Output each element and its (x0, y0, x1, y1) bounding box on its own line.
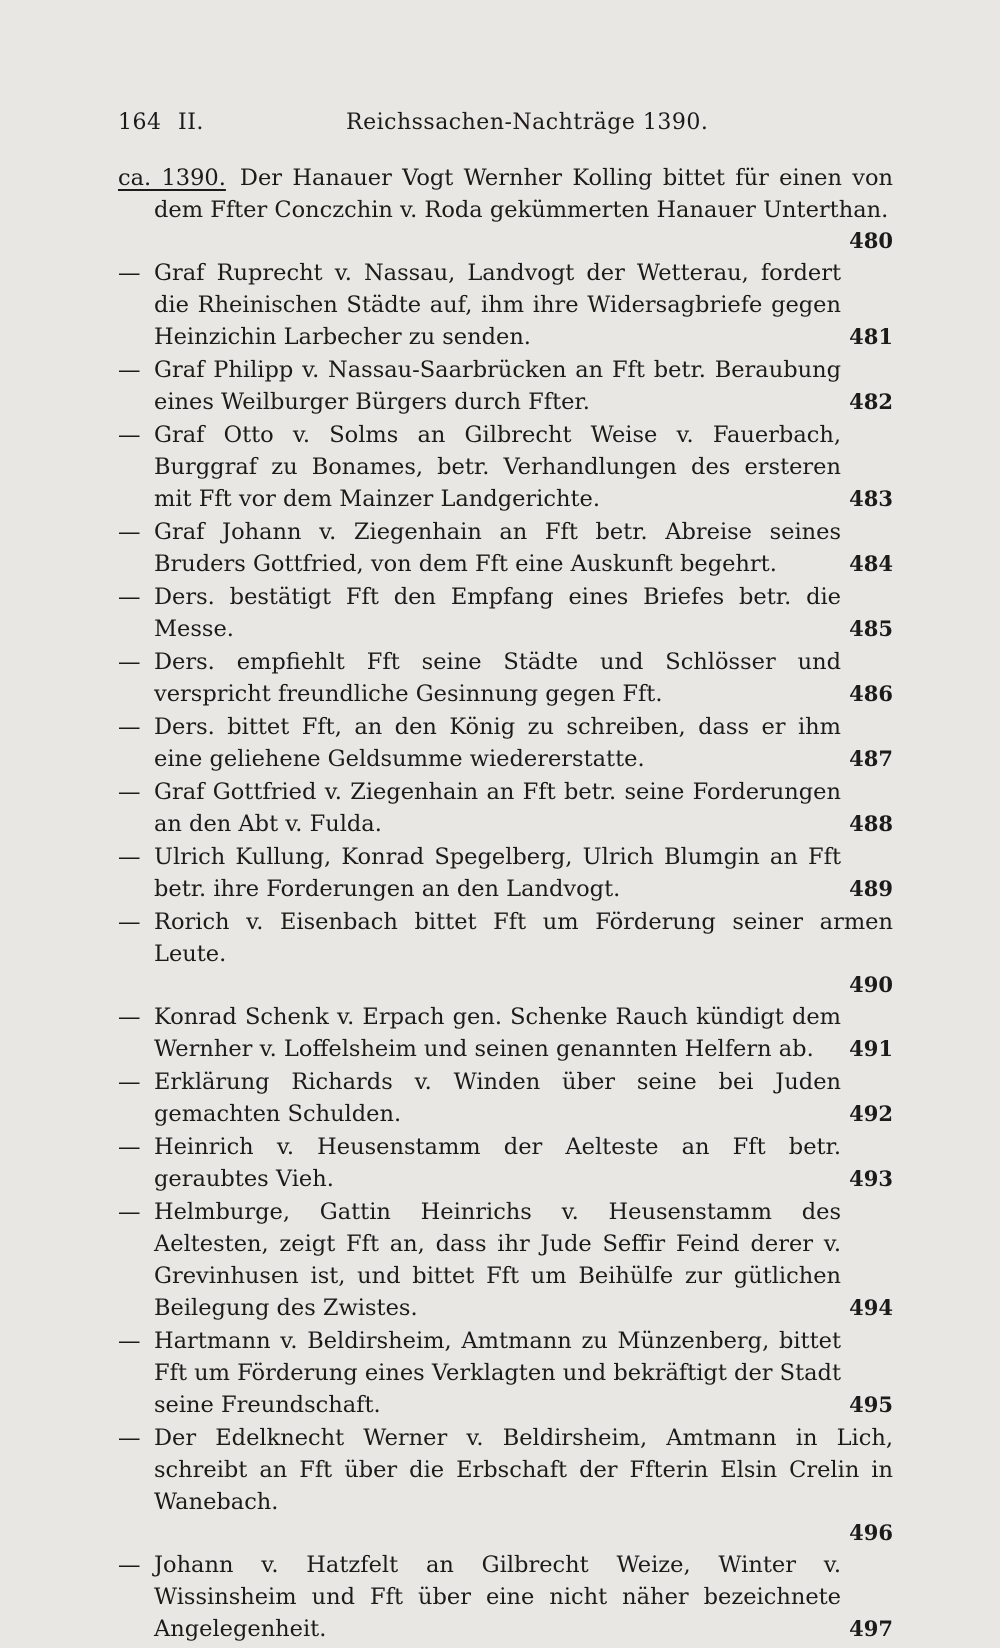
register-entry (118, 354, 893, 418)
entry-text (118, 581, 893, 645)
entry-summary: Ders. bestätigt Fft den Empfang eines Briefes betr. die Messe. (154, 584, 841, 642)
entry-summary: Ders. empfiehlt Fft seine Städte und Schlösser und verspricht freundliche Gesinnung gegen Fft. (154, 649, 841, 707)
entry-text (118, 711, 893, 775)
ditto-dash: — (118, 519, 141, 545)
register-entry (118, 1001, 893, 1065)
entry-text (118, 1422, 893, 1518)
ditto-dash: — (118, 1199, 141, 1225)
entry-summary: Graf Otto v. Solms an Gilbrecht Weise v. Fauerbach, Burggraf zu Bonames, betr. Verhandlungen des ersteren mit Fft vor dem Mainzer Landgerichte. (154, 422, 841, 512)
entry-number: 488 (849, 811, 893, 836)
entry-text (118, 257, 893, 353)
entry-text (118, 1131, 893, 1195)
register-entry (118, 1549, 893, 1645)
ditto-dash: — (118, 779, 141, 805)
entry-summary: Graf Ruprecht v. Nassau, Landvogt der Wetterau, fordert die Rheinischen Städte auf, ihm ihre Widersagbriefe gegen Heinzichin Larbecher zu senden. (154, 260, 841, 350)
entry-text (118, 646, 893, 710)
register-entry (118, 841, 893, 905)
ditto-dash: — (118, 909, 141, 935)
entry-summary: Graf Gottfried v. Ziegenhain an Fft betr. seine Forderungen an den Abt v. Fulda. (154, 779, 841, 837)
entry-summary: Der Hanauer Vogt Wernher Kolling bittet für einen von dem Ffter Conczchin v. Roda gekümmerten Hanauer Unterthan. (154, 165, 894, 223)
ditto-dash: — (118, 1552, 141, 1578)
page-number: 164 (118, 110, 162, 135)
register-entry (118, 1131, 893, 1195)
entry-date: ca. 1390. (118, 165, 226, 191)
entry-number: 482 (849, 389, 893, 414)
entry-summary: Ders. bittet Fft, an den König zu schreiben, dass er ihm eine geliehene Geldsumme wiedererstatte. (154, 714, 841, 772)
entry-text (118, 1196, 893, 1324)
entry-summary: Erklärung Richards v. Winden über seine bei Juden gemachten Schulden. (154, 1069, 841, 1127)
entry-text (118, 1066, 893, 1130)
entry-number: 493 (849, 1166, 893, 1191)
register-entry (118, 1325, 893, 1421)
entry-summary: Johann v. Hatzfelt an Gilbrecht Weize, Winter v. Wissinsheim und Fft über eine nicht näher bezeichnete Angelegenheit. (154, 1552, 841, 1642)
entry-text (118, 906, 893, 970)
entry-number: 495 (849, 1392, 893, 1417)
entry-number: 489 (849, 876, 893, 901)
entry-number: 496 (849, 1520, 893, 1545)
entry-number: 492 (849, 1101, 893, 1126)
entry-text (118, 354, 893, 418)
entry-number: 491 (849, 1036, 893, 1061)
entry-text (118, 776, 893, 840)
register-entry (118, 711, 893, 775)
ditto-dash: — (118, 1004, 141, 1030)
ditto-dash: — (118, 1425, 141, 1451)
entry-number: 487 (849, 746, 893, 771)
entry-summary: Graf Philipp v. Nassau-Saarbrücken an Fft betr. Beraubung eines Weilburger Bürgers durch Ffter. (154, 357, 841, 415)
entry-summary: Helmburge, Gattin Heinrichs v. Heusenstamm des Aeltesten, zeigt Fft an, dass ihr Jude Seffir Feind derer v. Grevinhusen ist, und bittet Fft um Beihülfe zur gütlichen Beilegung des Zwistes. (154, 1199, 841, 1321)
ditto-dash: — (118, 714, 141, 740)
entry-summary: Hartmann v. Beldirsheim, Amtmann zu Münzenberg, bittet Fft um Förderung eines Verklagten und bekräftigt der Stadt seine Freundschaft. (154, 1328, 841, 1418)
entry-number: 485 (849, 616, 893, 641)
ditto-dash: — (118, 1069, 141, 1095)
register-entry (118, 162, 893, 256)
entry-text (118, 841, 893, 905)
entry-number: 497 (849, 1616, 893, 1641)
entry-number: 481 (849, 324, 893, 349)
register-entry (118, 1196, 893, 1324)
entry-number: 480 (849, 228, 893, 253)
entry-summary: Graf Johann v. Ziegenhain an Fft betr. Abreise seines Bruders Gottfried, von dem Fft eine Auskunft begehrt. (154, 519, 841, 577)
ditto-dash: — (118, 357, 141, 383)
entry-summary: Ulrich Kullung, Konrad Spegelberg, Ulrich Blumgin an Fft betr. ihre Forderungen an den Landvogt. (154, 844, 841, 902)
running-title: Reichssachen-Nachträge 1390. (346, 110, 709, 135)
register-entry (118, 1066, 893, 1130)
entry-number: 483 (849, 486, 893, 511)
register-entry (118, 646, 893, 710)
ditto-dash: — (118, 649, 141, 675)
section-number: II. (178, 110, 204, 135)
entry-text (118, 1325, 893, 1421)
entry-number: 490 (849, 972, 893, 997)
entry-text (118, 1549, 893, 1645)
entry-text (118, 1001, 893, 1065)
register-entry (118, 1422, 893, 1548)
register-entry (118, 257, 893, 353)
entry-text (118, 419, 893, 515)
ditto-dash: — (118, 1328, 141, 1354)
entry-text (118, 516, 893, 580)
ditto-dash: — (118, 422, 141, 448)
register-entry (118, 581, 893, 645)
entry-list (118, 162, 893, 1646)
entry-summary: Heinrich v. Heusenstamm der Aelteste an Fft betr. geraubtes Vieh. (154, 1134, 841, 1192)
register-entry (118, 776, 893, 840)
register-entry (118, 516, 893, 580)
ditto-dash: — (118, 844, 141, 870)
register-entry (118, 419, 893, 515)
entry-summary: Der Edelknecht Werner v. Beldirsheim, Amtmann in Lich, schreibt an Fft über die Erbschaft der Ffterin Elsin Crelin in Wanebach. (154, 1425, 893, 1515)
entry-number: 484 (849, 551, 893, 576)
ditto-dash: — (118, 260, 141, 286)
entry-summary: Konrad Schenk v. Erpach gen. Schenke Rauch kündigt dem Wernher v. Loffelsheim und seinen genannten Helfern ab. (154, 1004, 841, 1062)
ditto-dash: — (118, 1134, 141, 1160)
register-entry (118, 906, 893, 1000)
entry-summary: Rorich v. Eisenbach bittet Fft um Förderung seiner armen Leute. (154, 909, 893, 967)
entry-number: 486 (849, 681, 893, 706)
entry-text (118, 162, 893, 226)
ditto-dash: — (118, 584, 141, 610)
entry-number: 494 (849, 1295, 893, 1320)
